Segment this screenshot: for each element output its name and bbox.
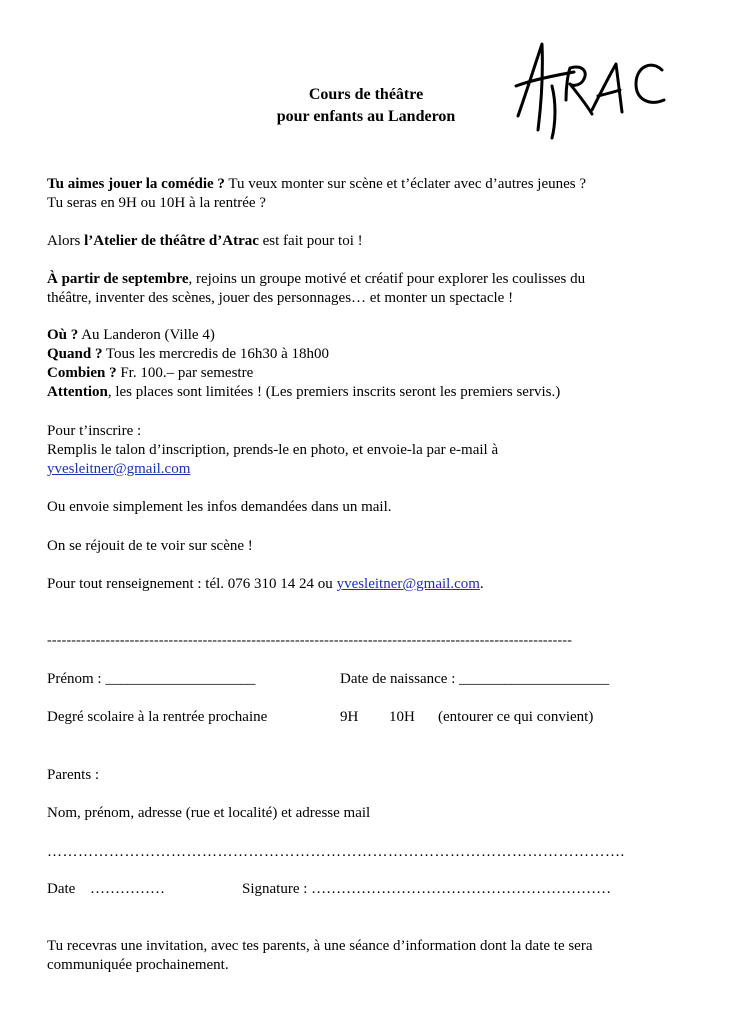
atelier-post: est fait pour toi ! [258,233,363,249]
title-line-1: Cours de théâtre [308,86,424,103]
signature-field[interactable]: Signature : …………………………………………………… [242,881,612,897]
footer-paragraph [47,937,687,975]
where-value: Au Landeron (Ville 4) [78,327,215,343]
contact-post: . [479,576,484,592]
footer-line-2: communiquée prochainement. [47,957,229,973]
register-line-2: Remplis le talon d’inscription, prends-le en photo, et envoie-la par e-mail à [47,442,499,458]
atelier-bold: l’Atelier de théâtre d’Atrac [84,233,259,249]
info-block [47,326,687,402]
grade-label: Degré scolaire à la rentrée prochaine [47,709,268,725]
intro-paragraph [47,175,687,213]
register-paragraph [47,422,687,479]
date-field[interactable]: …………… [90,881,165,897]
attention-value: , les places sont limitées ! (Les premiers inscrits seront les premiers servis.) [107,384,561,400]
intro-rest: Tu veux monter sur scène et t’éclater avec d’autres jeunes ? [224,176,587,192]
title-line-2: pour enfants au Landeron [276,108,456,125]
date-label: Date [47,881,76,897]
parents-label: Parents : [47,767,100,783]
cost-label: Combien ? [47,365,117,381]
footer-line-1: Tu recevras une invitation, avec tes parents, à une séance d’information dont la date te sera [47,938,593,954]
register-email-link[interactable]: yvesleitner@gmail.com [47,461,191,477]
atelier-pre: Alors [47,233,85,249]
when-label: Quand ? [47,346,103,362]
firstname-field[interactable]: Prénom : ____________________ [47,671,256,687]
september-paragraph [47,270,687,308]
cut-line-separator: ------------------------------------------------------------------------------------------------------------ [47,633,573,648]
september-rest: , rejoins un groupe motivé et créatif pour explorer les coulisses du [188,271,586,287]
contact-email-link[interactable]: yvesleitner@gmail.com [336,576,480,592]
birthdate-field[interactable]: Date de naissance : ____________________ [340,671,610,687]
atrac-logo [512,38,680,146]
september-bold: À partir de septembre [47,271,189,287]
intro-bold: Tu aimes jouer la comédie ? [47,176,225,192]
grade-note: (entourer ce qui convient) [438,709,594,725]
parents-dotted-line[interactable]: …………………………………………………………………………………………………. [47,844,625,860]
contact-paragraph [47,575,687,594]
grade-option-9h[interactable]: 9H [340,709,359,725]
register-line-1: Pour t’inscrire : [47,423,142,439]
intro-line-2: Tu seras en 9H ou 10H à la rentrée ? [47,195,266,211]
when-value: Tous les mercredis de 16h30 à 18h00 [102,346,329,362]
where-label: Où ? [47,327,79,343]
alt-paragraph: Ou envoie simplement les infos demandées dans un mail. [47,499,392,515]
grade-option-10h[interactable]: 10H [389,709,415,725]
atelier-paragraph [47,232,687,251]
rejoice-paragraph: On se réjouit de te voir sur scène ! [47,538,253,554]
attention-label: Attention [47,384,108,400]
cost-value: Fr. 100.– par semestre [116,365,254,381]
contact-pre: Pour tout renseignement : tél. 076 310 14 24 ou [47,576,337,592]
september-line-2: théâtre, inventer des scènes, jouer des personnages… et monter un spectacle ! [47,290,514,306]
parents-fields-label: Nom, prénom, adresse (rue et localité) et adresse mail [47,805,371,821]
